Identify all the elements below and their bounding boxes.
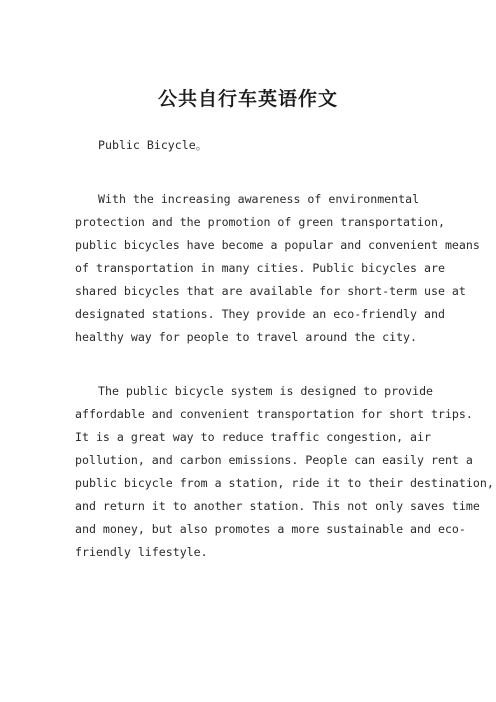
paragraph-2-line: and return it to another station. This not only saves time [75,499,480,513]
paragraph-2-line: pollution, and carbon emissions. People can easily rent a [75,453,473,467]
paragraph-1-line: public bicycles have become a popular and convenient means [75,238,480,252]
paragraph-1-line: healthy way for people to travel around the city. [75,330,418,344]
document-subtitle: Public Bicycle。 [98,138,208,152]
paragraph-1-line: With the increasing awareness of environmental [98,192,420,206]
document-title: 公共自行车英语作文 [157,88,338,110]
paragraph-2-line: affordable and convenient transportation for short trips. [75,407,473,421]
paragraph-2-line: The public bicycle system is designed to provide [98,384,434,398]
paragraph-1-line: designated stations. They provide an eco-friendly and [75,307,445,321]
paragraph-1-line: protection and the promotion of green transportation, [75,215,445,229]
paragraph-2-line: It is a great way to reduce traffic congestion, air [75,430,431,444]
paragraph-2-line: public bicycle from a station, ride it to their destination, [75,476,494,490]
paragraph-2-line: and money, but also promotes a more sustainable and eco- [75,522,466,536]
paragraph-1-line: shared bicycles that are available for short-term use at [75,284,466,298]
paragraph-1-line: of transportation in many cities. Public bicycles are [75,261,445,275]
paragraph-2-line: friendly lifestyle. [75,545,208,559]
